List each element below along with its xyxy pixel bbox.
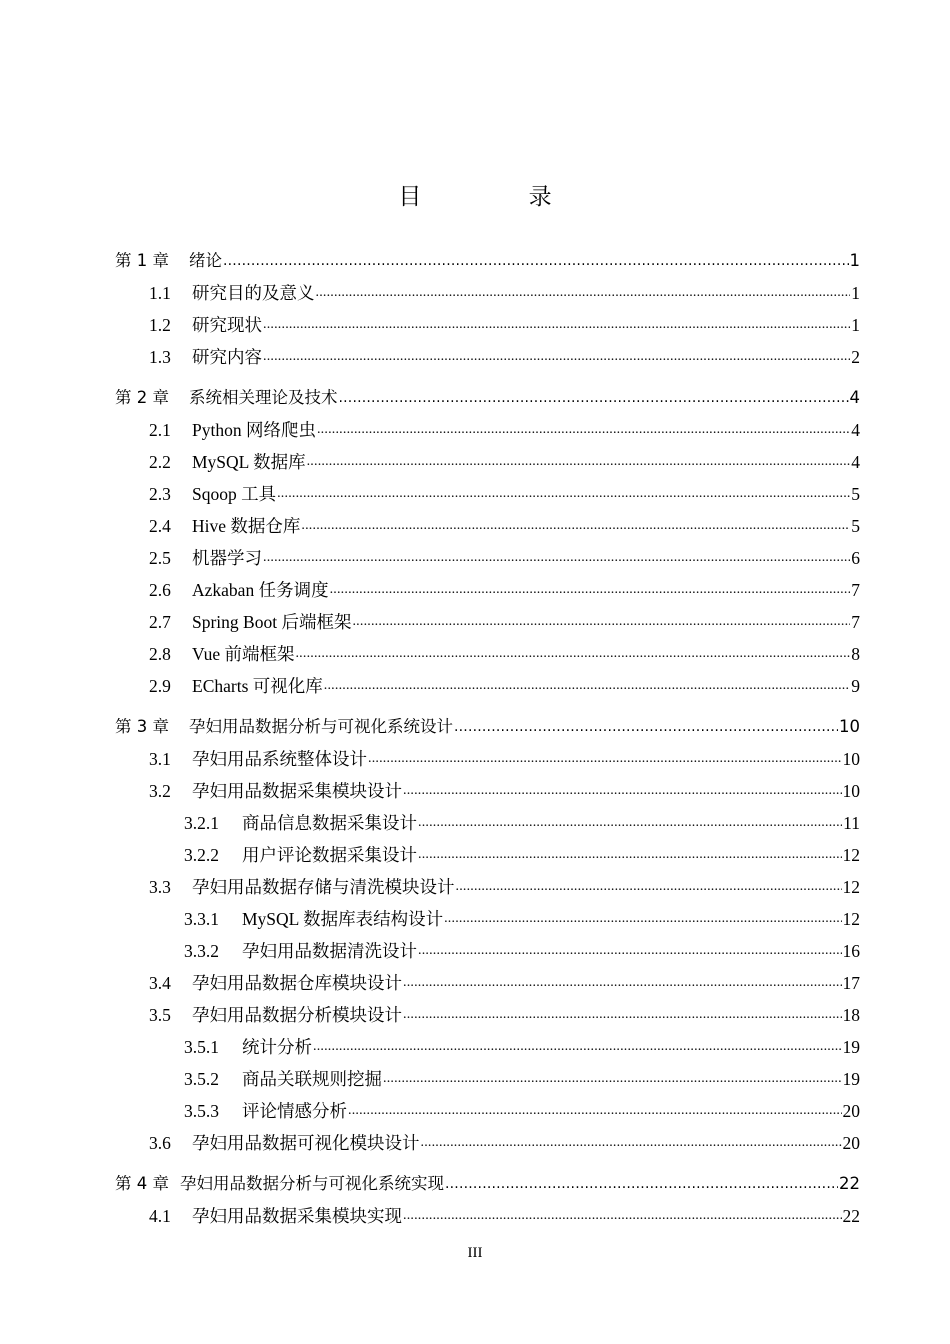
toc-leader-dots	[223, 250, 849, 272]
toc-section-entry[interactable]	[184, 1060, 860, 1090]
toc-page-number: 16	[842, 941, 860, 961]
toc-leader-dots	[324, 675, 850, 697]
toc-entry-title: 孕妇用品数据分析与可视化系统实现	[180, 1174, 444, 1193]
toc-section-entry[interactable]	[184, 836, 860, 866]
toc-chapter-entry[interactable]	[115, 242, 860, 272]
toc-entry-title: 评论情感分析	[242, 1101, 347, 1121]
toc-leader-dots	[317, 419, 850, 441]
toc-entry-title: Sqoop 工具	[192, 484, 277, 504]
toc-entry-title: 孕妇用品数据仓库模块设计	[192, 973, 402, 993]
toc-leader-dots	[348, 1100, 842, 1122]
toc-entry-number: 3.3.2	[184, 941, 219, 961]
toc-entry-title: 孕妇用品数据分析模块设计	[192, 1005, 402, 1025]
toc-page-number: 5	[851, 516, 860, 536]
toc-entry-title: 孕妇用品数据存储与清洗模块设计	[192, 877, 455, 897]
toc-section-entry[interactable]	[149, 1124, 860, 1154]
toc-leader-dots	[421, 1132, 842, 1154]
toc-section-entry[interactable]	[149, 411, 860, 441]
toc-entry-title: Spring Boot 后端框架	[192, 612, 352, 632]
toc-section-entry[interactable]	[149, 603, 860, 633]
toc-section-entry[interactable]	[149, 667, 860, 697]
toc-chapter-entry[interactable]	[115, 379, 860, 409]
toc-section-entry[interactable]	[184, 1028, 860, 1058]
toc-page-number: 9	[851, 676, 860, 696]
toc-entry-number: 第 4 章	[115, 1174, 169, 1193]
toc-entry-title: 孕妇用品数据采集模块实现	[192, 1206, 402, 1226]
toc-entry-number: 3.2.2	[184, 845, 219, 865]
toc-page-number: 17	[842, 973, 860, 993]
toc-entry-number: 3.5	[149, 1005, 171, 1025]
toc-section-entry[interactable]	[184, 1092, 860, 1122]
toc-leader-dots	[330, 579, 851, 601]
toc-entry-title: 孕妇用品数据清洗设计	[242, 941, 417, 961]
toc-entry-number: 第 1 章	[115, 251, 169, 270]
toc-page-number: 12	[842, 909, 860, 929]
toc-page-number: 10	[839, 717, 860, 736]
toc-page-number: 1	[851, 283, 860, 303]
toc-page-number: 19	[842, 1037, 860, 1057]
toc-leader-dots	[444, 908, 841, 930]
toc-leader-dots	[263, 314, 850, 336]
toc-entry-title: 孕妇用品数据分析与可视化系统设计	[189, 717, 453, 736]
toc-leader-dots	[277, 483, 850, 505]
toc-entry-title: 孕妇用品数据采集模块设计	[192, 781, 402, 801]
toc-entry-title: 孕妇用品系统整体设计	[192, 749, 367, 769]
page-title: 目 录	[398, 184, 602, 210]
toc-section-entry[interactable]	[149, 507, 860, 537]
toc-page-number: 20	[842, 1133, 860, 1153]
toc-entry-title: Python 网络爬虫	[192, 420, 316, 440]
toc-entry-number: 3.2	[149, 781, 171, 801]
toc-entry-title: MySQL 数据库表结构设计	[242, 909, 444, 929]
toc-section-entry[interactable]	[149, 868, 860, 898]
toc-entry-number: 3.5.3	[184, 1101, 219, 1121]
toc-leader-dots	[352, 611, 850, 633]
toc-leader-dots	[418, 812, 842, 834]
toc-page-number: 5	[851, 484, 860, 504]
toc-entry-title: 研究目的及意义	[192, 283, 315, 303]
toc-page-number: 6	[851, 548, 860, 568]
toc-leader-dots	[263, 346, 850, 368]
toc-page-number: 10	[842, 781, 860, 801]
toc-leader-dots	[445, 1173, 838, 1195]
toc-entry-number: 2.6	[149, 580, 171, 600]
toc-page-number: 4	[851, 420, 860, 440]
toc-entry-title: 研究内容	[192, 347, 262, 367]
toc-entry-number: 2.7	[149, 612, 171, 632]
toc-leader-dots	[403, 1004, 842, 1026]
toc-entry-number: 3.6	[149, 1133, 171, 1153]
toc-entry-number: 3.2.1	[184, 813, 219, 833]
toc-leader-dots	[383, 1068, 842, 1090]
toc-section-entry[interactable]	[149, 443, 860, 473]
toc-entry-title: 商品关联规则挖掘	[242, 1069, 382, 1089]
toc-section-entry[interactable]	[184, 900, 860, 930]
toc-page-number: 1	[849, 251, 860, 270]
toc-entry-title: ECharts 可视化库	[192, 676, 323, 696]
toc-section-entry[interactable]	[149, 964, 860, 994]
toc-entry-number: 1.1	[149, 283, 171, 303]
toc-page-number: 12	[842, 845, 860, 865]
toc-leader-dots	[313, 1036, 842, 1058]
toc-leader-dots	[418, 940, 842, 962]
toc-section-entry[interactable]	[149, 571, 860, 601]
toc-page-number: 2	[851, 347, 860, 367]
toc-entry-number: 2.8	[149, 644, 171, 664]
toc-entry-title: Azkaban 任务调度	[192, 580, 329, 600]
toc-entry-number: 2.9	[149, 676, 171, 696]
toc-leader-dots	[339, 387, 849, 409]
toc-page-number: 10	[842, 749, 860, 769]
toc-leader-dots	[316, 282, 851, 304]
toc-leader-dots	[403, 1205, 842, 1227]
toc-section-entry[interactable]	[149, 635, 860, 665]
toc-entry-number: 3.3	[149, 877, 171, 897]
toc-page-number: 12	[842, 877, 860, 897]
toc-section-entry[interactable]	[149, 274, 860, 304]
toc-page-number: 18	[842, 1005, 860, 1025]
toc-leader-dots	[418, 844, 842, 866]
toc-leader-dots	[454, 716, 838, 738]
toc-entry-title: Hive 数据仓库	[192, 516, 301, 536]
toc-entry-title: 绪论	[189, 251, 222, 270]
toc-section-entry[interactable]	[184, 932, 860, 962]
toc-entry-number: 4.1	[149, 1206, 171, 1226]
toc-section-entry[interactable]	[149, 338, 860, 368]
toc-page-number: 7	[851, 580, 860, 600]
toc-entry-title: 用户评论数据采集设计	[242, 845, 417, 865]
toc-page-number: 20	[842, 1101, 860, 1121]
toc-leader-dots	[301, 515, 850, 537]
toc-leader-dots	[456, 876, 842, 898]
toc-page-number: 4	[851, 452, 860, 472]
toc-entry-number: 3.3.1	[184, 909, 219, 929]
toc-entry-title: 孕妇用品数据可视化模块设计	[192, 1133, 420, 1153]
toc-leader-dots	[368, 748, 842, 770]
toc-page-number: 1	[851, 315, 860, 335]
toc-section-entry[interactable]	[149, 740, 860, 770]
toc-leader-dots	[295, 643, 850, 665]
toc-section-entry[interactable]	[184, 804, 860, 834]
toc-section-entry[interactable]	[149, 996, 860, 1026]
toc-entry-number: 2.4	[149, 516, 171, 536]
toc-page-number: 7	[851, 612, 860, 632]
toc-entry-number: 第 2 章	[115, 388, 169, 407]
toc-chapter-entry[interactable]	[115, 708, 860, 738]
toc-section-entry[interactable]	[149, 772, 860, 802]
toc-entry-number: 3.5.2	[184, 1069, 219, 1089]
toc-entry-number: 1.2	[149, 315, 171, 335]
toc-leader-dots	[403, 972, 842, 994]
toc-page-number: 8	[851, 644, 860, 664]
toc-entry-number: 2.5	[149, 548, 171, 568]
toc-section-entry[interactable]	[149, 1197, 860, 1227]
toc-entry-number: 2.2	[149, 452, 171, 472]
toc-leader-dots	[307, 451, 851, 473]
toc-entry-title: MySQL 数据库	[192, 452, 306, 472]
toc-page-number: 22	[839, 1174, 860, 1193]
toc-entry-number: 2.1	[149, 420, 171, 440]
toc-entry-title: 研究现状	[192, 315, 262, 335]
toc-entry-number: 1.3	[149, 347, 171, 367]
toc-chapter-entry[interactable]	[115, 1165, 860, 1195]
toc-entry-number: 2.3	[149, 484, 171, 504]
toc-leader-dots	[403, 780, 842, 802]
toc-entry-title: 机器学习	[192, 548, 262, 568]
toc-page-number: 22	[842, 1206, 860, 1226]
toc-entry-number: 第 3 章	[115, 717, 169, 736]
toc-entry-title: Vue 前端框架	[192, 644, 295, 664]
toc-entry-title: 系统相关理论及技术	[189, 388, 338, 407]
toc-section-entry[interactable]	[149, 306, 860, 336]
toc-section-entry[interactable]	[149, 539, 860, 569]
toc-page-number: 11	[843, 813, 860, 833]
toc-entry-number: 3.4	[149, 973, 171, 993]
toc-entry-number: 3.1	[149, 749, 171, 769]
toc-leader-dots	[263, 547, 850, 569]
toc-section-entry[interactable]	[149, 475, 860, 505]
page-number-footer: III	[467, 1245, 483, 1261]
toc-entry-number: 3.5.1	[184, 1037, 219, 1057]
toc-entry-title: 商品信息数据采集设计	[242, 813, 417, 833]
toc-entry-title: 统计分析	[242, 1037, 312, 1057]
toc-page-number: 4	[849, 388, 860, 407]
toc-page-number: 19	[842, 1069, 860, 1089]
